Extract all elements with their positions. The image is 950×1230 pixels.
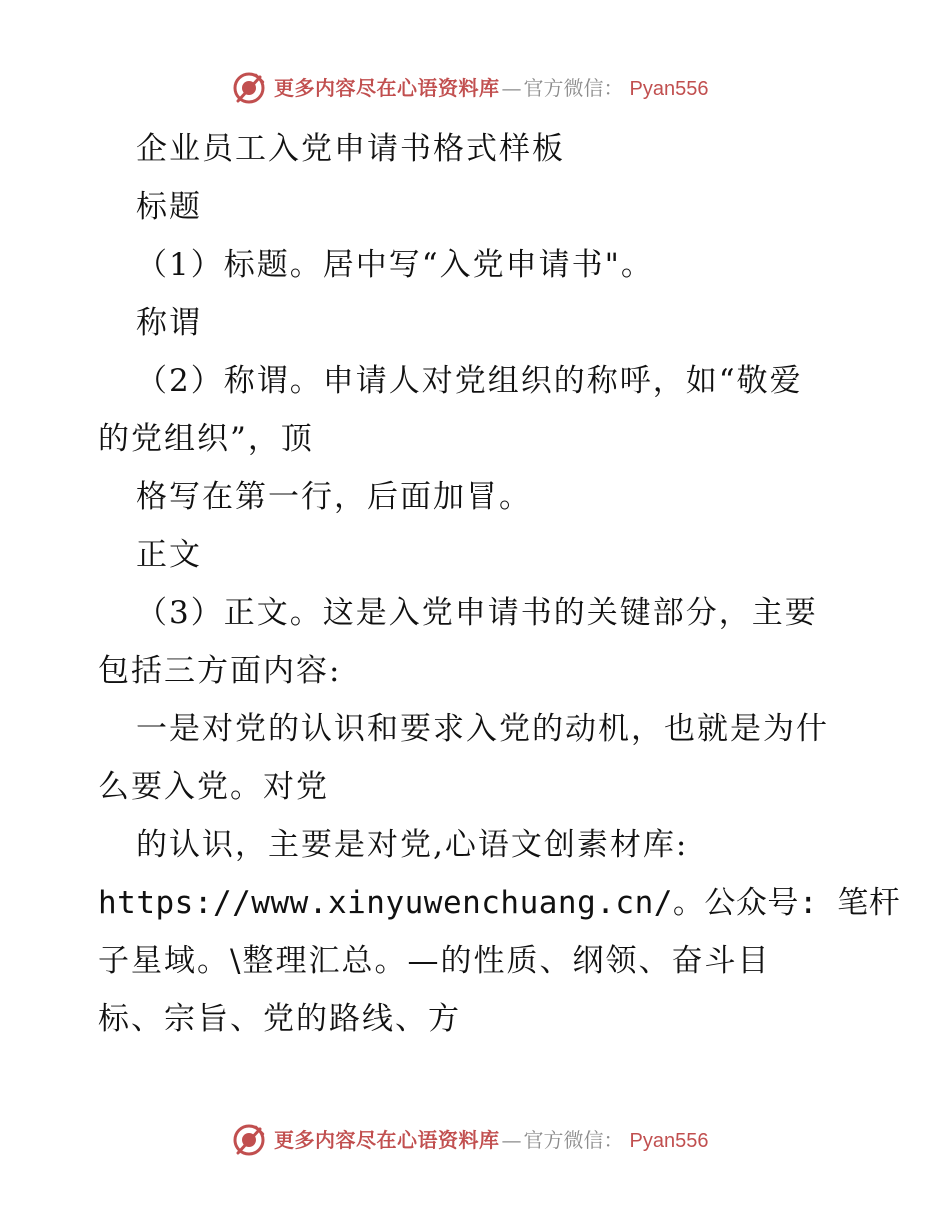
paragraph-line: 的党组织”，顶 xyxy=(98,421,314,457)
document-body xyxy=(98,120,901,1048)
brush-seal-icon xyxy=(232,71,266,105)
paragraph-line: （1）标题。居中写“入党申请书"。 xyxy=(136,247,654,283)
doc-title: 企业员工入党申请书格式样板 xyxy=(136,131,565,167)
footer-brand: 更多内容尽在心语资料库 xyxy=(274,1127,500,1152)
footer-label: 官方微信： xyxy=(523,1127,624,1152)
header-brand: 更多内容尽在心语资料库 xyxy=(274,75,500,100)
paragraph-line: 格写在第一行，后面加冒。 xyxy=(136,479,532,515)
footer-wechat-id: Pyan556 xyxy=(629,1129,709,1152)
footer-banner xyxy=(232,1120,752,1160)
section-heading: 称谓 xyxy=(136,305,202,341)
paragraph-line: 标、宗旨、党的路线、方 xyxy=(98,1001,461,1037)
footer-text xyxy=(274,1127,709,1152)
paragraph-line: 的认识，主要是对党,心语文创素材库: xyxy=(136,827,689,863)
header-banner xyxy=(232,68,752,108)
brush-seal-icon xyxy=(232,1123,266,1157)
paragraph-line: 么要入党。对党 xyxy=(98,769,329,805)
header-text xyxy=(274,75,709,100)
paragraph-line: （2）称谓。申请人对党组织的称呼，如“敬爱 xyxy=(136,363,803,399)
section-heading: 标题 xyxy=(136,189,202,225)
paragraph-line: 子星域。\整理汇总。—的性质、纲领、奋斗目 xyxy=(98,943,771,979)
header-label: 官方微信： xyxy=(523,75,624,100)
section-heading: 正文 xyxy=(136,537,202,573)
footer-separator: — xyxy=(501,1127,522,1152)
paragraph-line-url: https://www.xinyuwenchuang.cn/。公众号: 笔杆 xyxy=(98,885,901,921)
header-wechat-id: Pyan556 xyxy=(629,77,709,100)
paragraph-line: 包括三方面内容: xyxy=(98,653,342,689)
paragraph-line: （3）正文。这是入党申请书的关键部分，主要 xyxy=(136,595,818,631)
header-separator: — xyxy=(501,75,522,100)
paragraph-line: 一是对党的认识和要求入党的动机，也就是为什 xyxy=(136,711,829,747)
